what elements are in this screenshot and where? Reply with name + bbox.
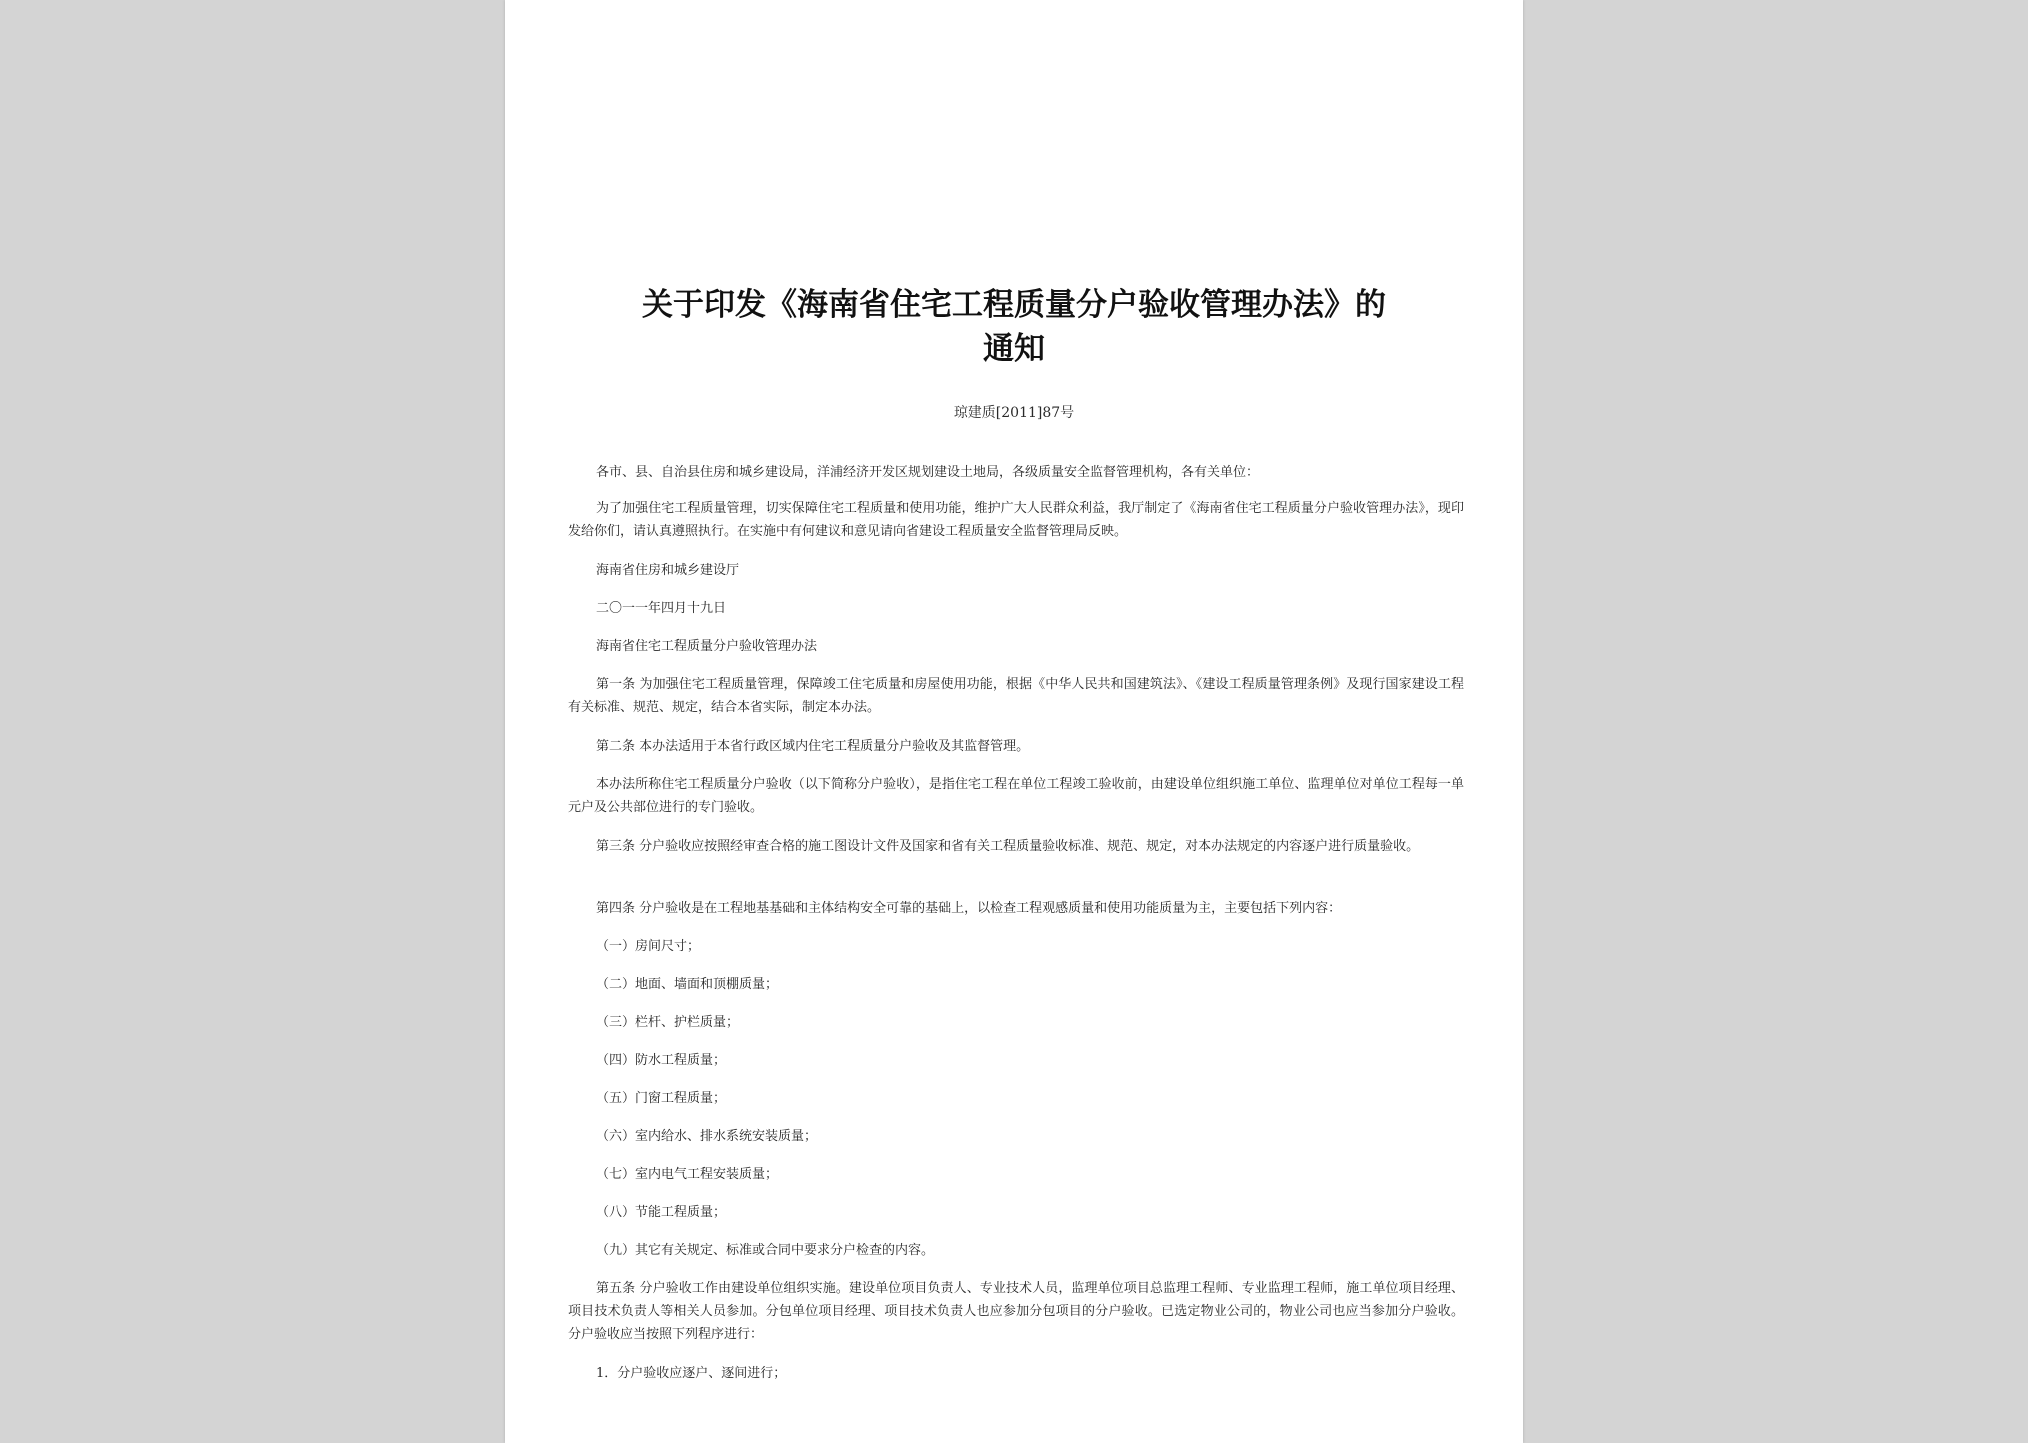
list-item: （八）节能工程质量； [596,1205,727,1220]
issuer: 海南省住房和城乡建设厅 [596,563,740,578]
intro-paragraph: 为了加强住宅工程质量管理，切实保障住宅工程质量和使用功能，维护广大人民群众利益，我厅制定了《海南省住宅工程质量分户验收管理办法》，现印发给你们，请认真遵照执行。在实施中有何建议和意见请向省建设工程质量安全监督管理局反映。 [568,501,1464,539]
title-line-2: 通知 [983,331,1045,367]
list-item: （四）防水工程质量； [596,1053,727,1068]
article-3: 第三条 分户验收应按照经审查合格的施工图设计文件及国家和省有关工程质量验收标准、规范、规定，对本办法规定的内容逐户进行质量验收。 [596,839,1420,854]
list-item: （九）其它有关规定、标准或合同中要求分户检查的内容。 [596,1243,935,1258]
addressee: 各市、县、自治县住房和城乡建设局，洋浦经济开发区规划建设土地局，各级质量安全监督管理机构，各有关单位： [596,465,1260,480]
list-item: （三）栏杆、护栏质量； [596,1015,740,1030]
document-number: 琼建质[2011]87号 [953,405,1075,421]
list-item: （七）室内电气工程安装质量； [596,1167,779,1182]
article-1: 第一条 为加强住宅工程质量管理，保障竣工住宅质量和房屋使用功能，根据《中华人民共和国建筑法》、《建设工程质量管理条例》及现行国家建设工程有关标准、规范、规定，结合本省实际，制定本办法。 [568,677,1464,715]
issue-date: 二〇一一年四月十九日 [596,601,727,616]
title-line-1: 关于印发《海南省住宅工程质量分户验收管理办法》的 [642,287,1386,323]
document-page [505,0,1523,1443]
article-4: 第四条 分户验收是在工程地基基础和主体结构安全可靠的基础上，以检查工程观感质量和使用功能质量为主，主要包括下列内容： [596,901,1342,916]
article-2: 第二条 本办法适用于本省行政区域内住宅工程质量分户验收及其监督管理。 [596,739,1030,754]
article-2-paragraph-2: 本办法所称住宅工程质量分户验收（以下简称分户验收），是指住宅工程在单位工程竣工验收前，由建设单位组织施工单位、监理单位对单位工程每一单元户及公共部位进行的专门验收。 [568,777,1464,815]
regulation-title: 海南省住宅工程质量分户验收管理办法 [596,639,818,654]
list-item: （五）门窗工程质量； [596,1091,727,1106]
procedure-step-1: 1．分户验收应逐户、逐间进行； [596,1366,787,1381]
list-item: （一）房间尺寸； [596,939,701,954]
article-5: 第五条 分户验收工作由建设单位组织实施。建设单位项目负责人、专业技术人员，监理单位项目总监理工程师、专业监理工程师，施工单位项目经理、项目技术负责人等相关人员参加。分包单位项目经理、项目技术负责人也应参加分包项目的分户验收。已选定物业公司的，物业公司也应当参加分户验收。分户验收应当按照下列程序进行： [568,1281,1464,1342]
list-item: （二）地面、墙面和顶棚质量； [596,977,779,992]
list-item: （六）室内给水、排水系统安装质量； [596,1129,818,1144]
document-title [545,283,1483,371]
